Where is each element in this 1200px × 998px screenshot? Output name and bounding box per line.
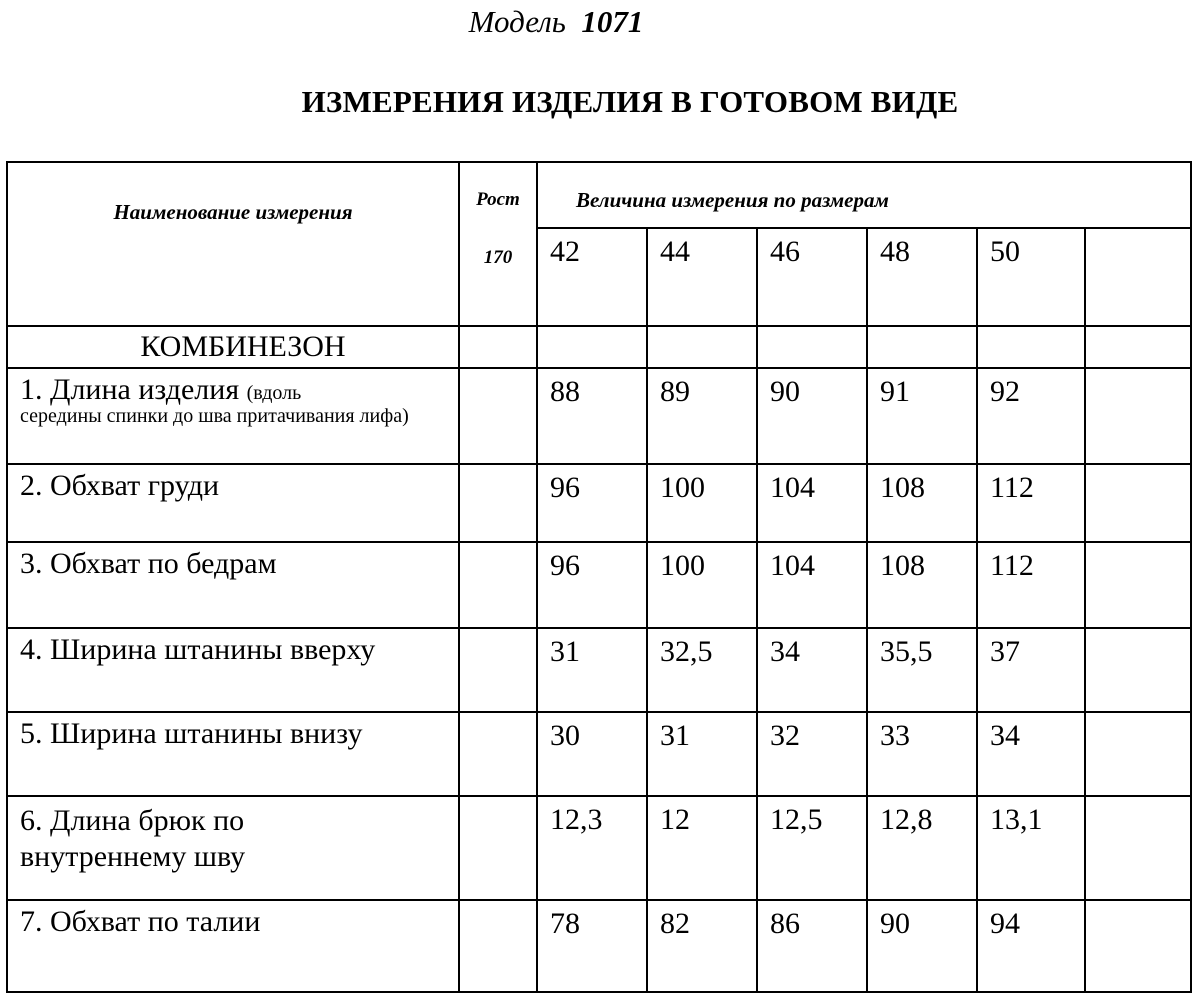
value-cell: 86 [757,900,867,992]
table-row [7,368,1191,464]
value-cell [1085,712,1191,796]
measurement-note: середины спинки до шва притачивания лифа) [20,405,409,427]
rost-label: Рост [476,189,520,210]
value-cell: 104 [757,464,867,542]
value-cell: 90 [757,368,867,464]
value-cell: 94 [977,900,1085,992]
measurement-label: 4. Ширина штанины вверху [7,628,459,712]
value-cell: 100 [647,464,757,542]
table-row [7,628,1191,712]
value-cell: 104 [757,542,867,628]
value-cell [1085,368,1191,464]
value-cell: 37 [977,628,1085,712]
value-cell: 82 [647,900,757,992]
document-title: ИЗМЕРЕНИЯ ИЗДЕЛИЯ В ГОТОВОМ ВИДЕ [301,84,959,119]
size-cell: 42 [537,228,647,326]
value-cell: 89 [647,368,757,464]
value-cell: 96 [537,464,647,542]
value-cell: 33 [867,712,977,796]
size-cell: 46 [757,228,867,326]
size-cell: 50 [977,228,1085,326]
measurement-label: 2. Обхват груди [7,464,459,542]
value-cell: 108 [867,464,977,542]
section-title: КОМБИНЕЗОН [7,326,459,368]
table-row [7,542,1191,628]
value-cell: 100 [647,542,757,628]
value-cell: 30 [537,712,647,796]
value-cell: 90 [867,900,977,992]
measurement-label: 7. Обхват по талии [7,900,459,992]
value-cell: 12,5 [757,796,867,900]
value-cell [1085,796,1191,900]
value-cell: 32,5 [647,628,757,712]
measurement-label: 1. Длина изделия (вдоль середины спинки до шва притачивания лифа) [7,368,459,464]
header-row [7,162,1191,228]
value-cell: 31 [647,712,757,796]
value-cell: 34 [977,712,1085,796]
value-cell: 78 [537,900,647,992]
section-row [7,326,1191,368]
model-title [0,2,1112,42]
values-by-size-header: Величина измерения по размерам [537,162,1191,228]
table-row [7,900,1191,992]
value-cell: 12 [647,796,757,900]
model-label: Модель [468,4,566,39]
table-row [7,712,1191,796]
value-cell: 112 [977,542,1085,628]
value-cell: 108 [867,542,977,628]
value-cell: 91 [867,368,977,464]
rost-header [459,162,537,326]
table-row [7,796,1191,900]
value-cell: 92 [977,368,1085,464]
value-cell: 112 [977,464,1085,542]
measurement-label: 3. Обхват по бедрам [7,542,459,628]
value-cell [1085,464,1191,542]
value-cell: 34 [757,628,867,712]
rost-value: 170 [483,247,513,268]
model-number: 1071 [581,4,644,39]
table-row [7,464,1191,542]
value-cell: 31 [537,628,647,712]
value-cell [1085,628,1191,712]
value-cell [1085,900,1191,992]
value-cell: 12,3 [537,796,647,900]
value-cell: 13,1 [977,796,1085,900]
measurement-label: 5. Ширина штанины внизу [7,712,459,796]
value-cell: 88 [537,368,647,464]
value-cell: 12,8 [867,796,977,900]
measurement-name-header: Наименование измерения [7,162,459,326]
value-cell: 96 [537,542,647,628]
measurements-table [6,161,1192,993]
size-cell: 48 [867,228,977,326]
size-cell [1085,228,1191,326]
value-cell [1085,542,1191,628]
measurement-label: 6. Длина брюк по внутреннему шву [7,796,459,900]
value-cell: 32 [757,712,867,796]
size-cell: 44 [647,228,757,326]
value-cell: 35,5 [867,628,977,712]
